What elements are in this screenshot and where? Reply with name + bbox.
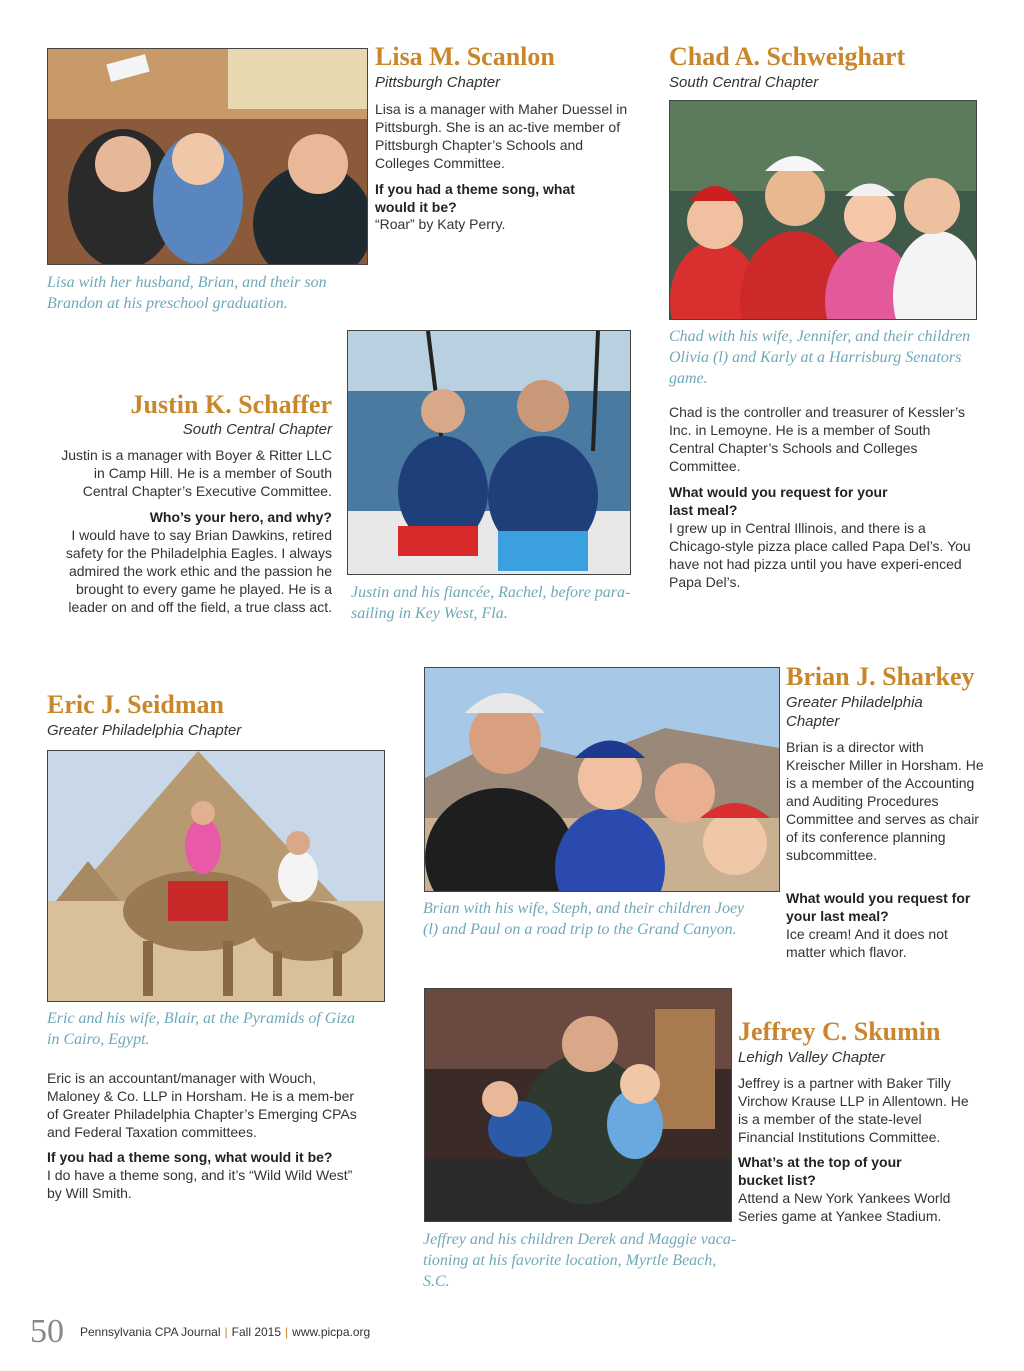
- schweighart-name: Chad A. Schweighart: [669, 42, 906, 71]
- seidman-chapter: Greater Philadelphia Chapter: [47, 722, 242, 739]
- website-link[interactable]: www.picpa.org: [292, 1325, 371, 1339]
- skumin-chapter: Lehigh Valley Chapter: [738, 1049, 886, 1066]
- scanlon-family-photo: [47, 48, 368, 265]
- issue-date: Fall 2015: [231, 1325, 282, 1339]
- scanlon-caption: Lisa with her husband, Brian, and their son Brandon at his preschool graduation.: [47, 274, 327, 312]
- schweighart-caption: Chad with his wife, Jennifer, and their children Olivia (l) and Karly at a Harrisburg Senators game.: [669, 328, 971, 387]
- skumin-caption: Jeffrey and his children Derek and Maggie vaca-tioning at his favorite location, Myrtle Beach, S.C.: [423, 1231, 737, 1290]
- seidman-answer: I do have a theme song, and it’s “Wild Wild West” by Will Smith.: [47, 1167, 353, 1201]
- schaffer-question: Who’s your hero, and why?: [149, 509, 332, 525]
- scanlon-name: Lisa M. Scanlon: [375, 42, 555, 71]
- sharkey-grand-canyon-photo: [424, 667, 780, 892]
- seidman-caption: Eric and his wife, Blair, at the Pyramids of Giza in Cairo, Egypt.: [47, 1010, 355, 1048]
- seidman-question: If you had a theme song, what would it be?: [47, 1149, 333, 1165]
- schweighart-chapter: South Central Chapter: [669, 74, 819, 91]
- sharkey-question: What would you request for your last meal?: [786, 890, 971, 924]
- sharkey-bio: Brian is a director with Kreischer Miller in Horsham. He is a member of the Accounting and Auditing Procedures Committee and serves as chair of its conference planning subcommittee.: [786, 739, 984, 863]
- seidman-pyramids-photo: [47, 750, 385, 1002]
- skumin-myrtle-beach-photo: [424, 988, 732, 1222]
- schaffer-parasail-photo: [347, 330, 631, 575]
- schaffer-caption: Justin and his fiancée, Rachel, before para-sailing in Key West, Fla.: [351, 584, 631, 622]
- skumin-question: What’s at the top of your bucket list?: [738, 1154, 902, 1188]
- sharkey-caption: Brian with his wife, Steph, and their children Joey (l) and Paul on a road trip to the Grand Canyon.: [423, 900, 745, 938]
- seidman-bio: Eric is an accountant/manager with Wouch, Maloney & Co. LLP in Horsham. He is a mem-ber of Greater Philadelphia Chapter’s Emerging CPAs and Federal Taxation committees.: [47, 1070, 357, 1140]
- sharkey-name: Brian J. Sharkey: [786, 662, 975, 691]
- scanlon-question: If you had a theme song, what would it be?: [375, 181, 575, 215]
- footer-separator: |: [285, 1325, 289, 1339]
- schweighart-answer: I grew up in Central Illinois, and there is a Chicago-style pizza place called Papa Del’s. You have not had pizza until you have experi-enced Papa Del’s.: [669, 520, 971, 590]
- sharkey-answer: Ice cream! And it does not matter which flavor.: [786, 926, 948, 960]
- skumin-answer: Attend a New York Yankees World Series game at Yankee Stadium.: [738, 1190, 951, 1224]
- schaffer-chapter: South Central Chapter: [182, 421, 332, 438]
- scanlon-bio: Lisa is a manager with Maher Duessel in Pittsburgh. She is an ac-tive member of Pittsburgh Chapter’s Schools and Colleges Committee.: [375, 101, 628, 171]
- sharkey-chapter: Greater Philadelphia Chapter: [786, 694, 923, 730]
- page-footer: [30, 1312, 370, 1352]
- scanlon-chapter: Pittsburgh Chapter: [375, 74, 501, 91]
- schweighart-bio: Chad is the controller and treasurer of Kessler’s Inc. in Lemoyne. He is a member of South Central Chapter’s Schools and Colleges Committee.: [669, 404, 965, 474]
- seidman-name: Eric J. Seidman: [47, 690, 224, 719]
- skumin-name: Jeffrey C. Skumin: [738, 1017, 941, 1046]
- schaffer-answer: I would have to say Brian Dawkins, retired safety for the Philadelphia Eagles. I always admired the work ethic and the passion he brought to every game he played. He is a leader on and off the field, a true class act.: [65, 527, 332, 615]
- page-number: 50: [30, 1313, 64, 1350]
- schweighart-question: What would you request for your last meal?: [669, 484, 888, 518]
- schaffer-bio: Justin is a manager with Boyer & Ritter LLC in Camp Hill. He is a member of South Central Chapter’s Executive Committee.: [61, 447, 332, 499]
- publication-title: Pennsylvania CPA Journal: [80, 1325, 221, 1339]
- schaffer-name: Justin K. Schaffer: [130, 390, 332, 419]
- skumin-bio: Jeffrey is a partner with Baker Tilly Virchow Krause LLP in Allentown. He is a member of the state-level Financial Institutions Committee.: [738, 1075, 969, 1145]
- schweighart-family-photo: [669, 100, 977, 320]
- footer-separator: |: [224, 1325, 228, 1339]
- scanlon-answer: “Roar” by Katy Perry.: [375, 216, 506, 232]
